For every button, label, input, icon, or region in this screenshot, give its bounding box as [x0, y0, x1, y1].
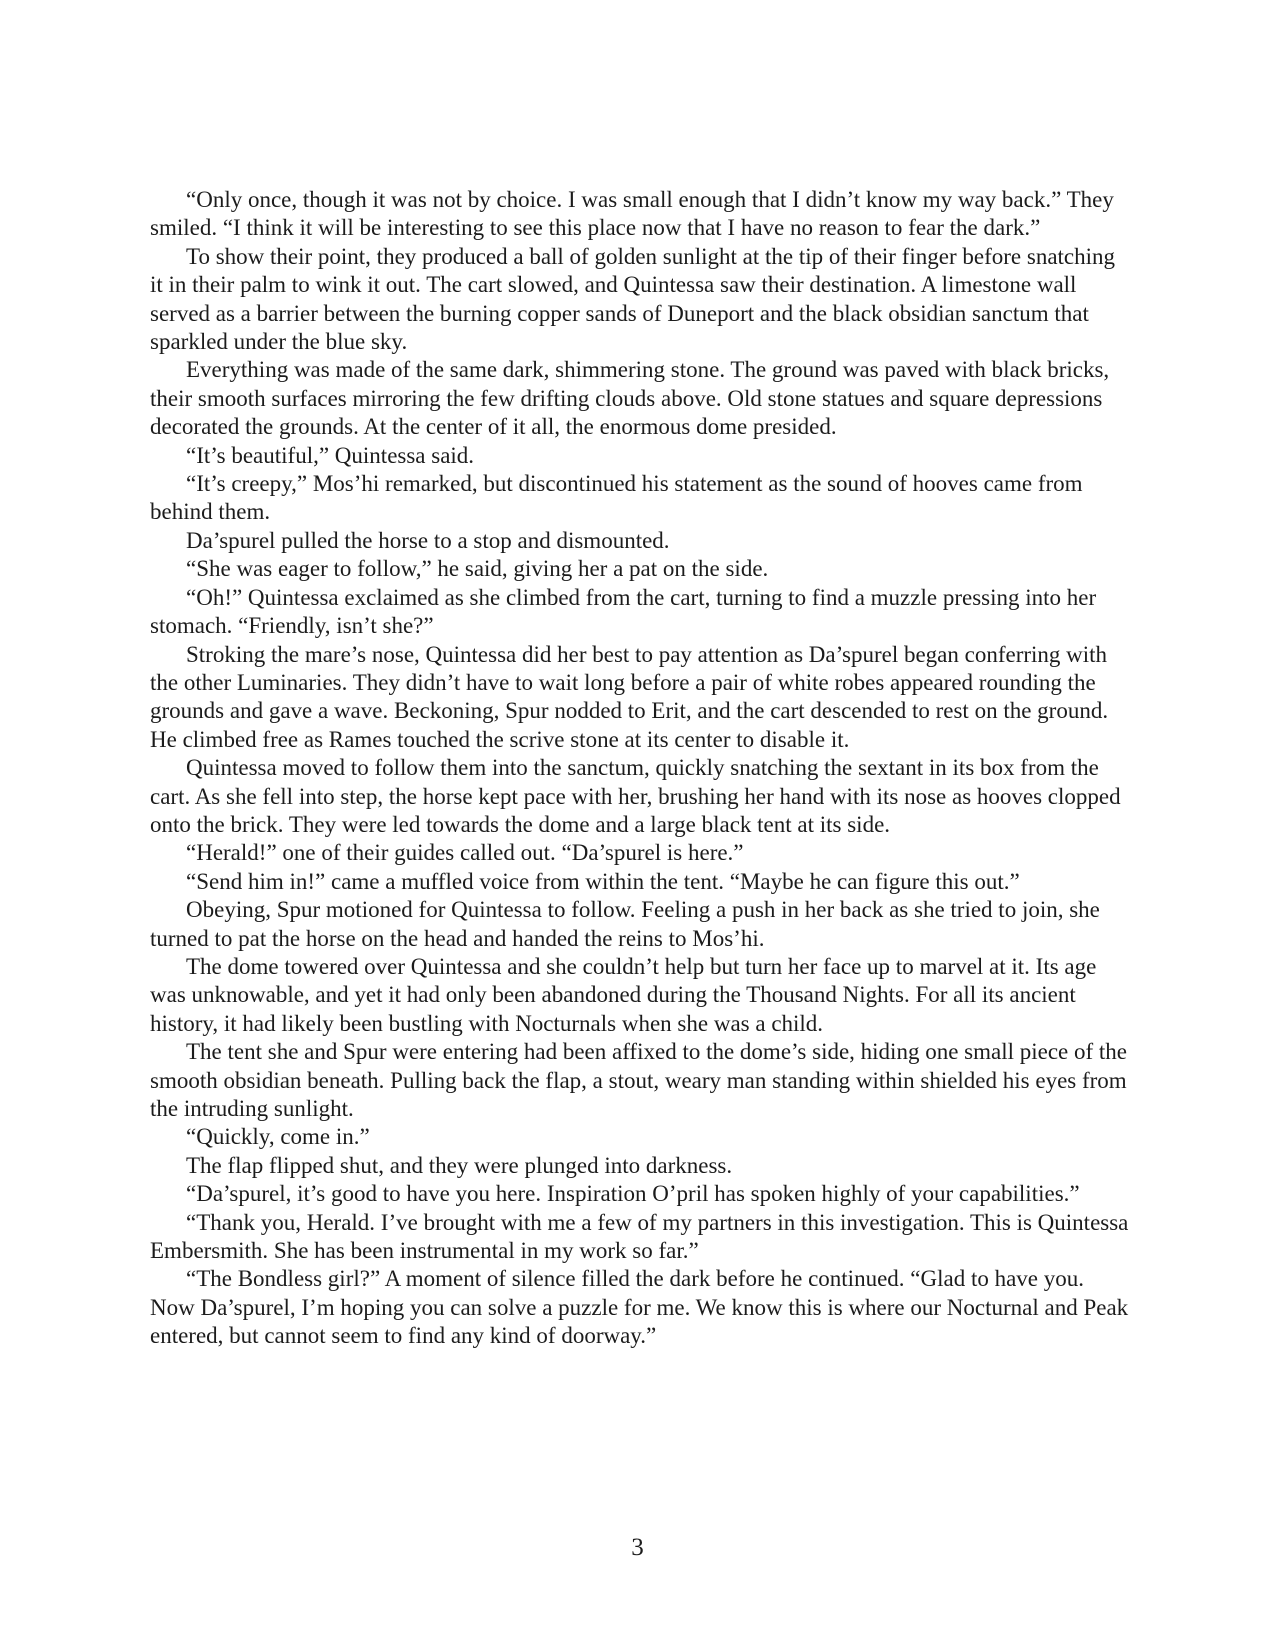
paragraph: The dome towered over Quintessa and she couldn’t help but turn her face up to marvel at it. Its age was unknowable, and yet it had only been abandoned during the Thousand Nights. For all its ancient history, it had likely been bustling with Nocturnals when she was a child.: [150, 953, 1097, 1036]
paragraph: “It’s creepy,” Mos’hi remarked, but discontinued his statement as the sound of hooves came from behind them.: [150, 471, 1083, 525]
paragraph: “She was eager to follow,” he said, giving her a pat on the side.: [186, 556, 769, 582]
paragraph: Quintessa moved to follow them into the sanctum, quickly snatching the sextant in its box from the cart. As she fell into step, the horse kept pace with her, brushing her hand with its nose as hooves clopped onto the brick. They were led towards the dome and a large black tent at its side.: [150, 755, 1121, 837]
paragraph: “Oh!” Quintessa exclaimed as she climbed from the cart, turning to find a muzzle pressing into her stomach. “Friendly, isn’t she?”: [150, 584, 1097, 639]
paragraph: “Send him in!” came a muffled voice from within the tent. “Maybe he can figure this out.”: [186, 868, 1020, 894]
paragraph: Stroking the mare’s nose, Quintessa did her best to pay attention as Da’spurel began conferring with the other Luminaries. They didn’t have to wait long before a pair of white robes appeared rounding the grounds and gave a wave. Beckoning, Spur nodded to Erit, and the cart descended to rest on the ground. He climbed free as Rames touched the scrive stone at its center to disable it.: [150, 641, 1109, 752]
paragraph: “It’s beautiful,” Quintessa said.: [186, 442, 475, 468]
paragraph: The tent she and Spur were entering had been affixed to the dome’s side, hiding one small piece of the smooth obsidian beneath. Pulling back the flap, a stout, weary man standing within shielded his eyes from the intruding sunlight.: [150, 1039, 1128, 1121]
paragraph: To show their point, they produced a ball of golden sunlight at the tip of their finger before snatching it in their palm to wink it out. The cart slowed, and Quintessa saw their destination. A limestone wall served as a barrier between the burning copper sands of Duneport and the black obsidian sanctum that sparkled under the blue sky.: [150, 243, 1116, 355]
paragraph: “Thank you, Herald. I’ve brought with me a few of my partners in this investigation. This is Quintessa Embersmith. She has been instrumental in my work so far.”: [150, 1209, 1129, 1264]
paragraph: Everything was made of the same dark, shimmering stone. The ground was paved with black bricks, their smooth surfaces mirroring the few drifting clouds above. Old stone statues and square depressions decorated the grounds. At the center of it all, the enormous dome presided.: [150, 357, 1110, 440]
paragraph: “Quickly, come in.”: [186, 1124, 370, 1150]
page-number: 3: [631, 1534, 644, 1561]
paragraph: Da’spurel pulled the horse to a stop and dismounted.: [186, 527, 670, 553]
body-text: [150, 186, 1130, 1351]
paragraph: “Herald!” one of their guides called out. “Da’spurel is here.”: [186, 840, 744, 866]
paragraph: The flap flipped shut, and they were plunged into darkness.: [186, 1152, 733, 1178]
paragraph: “Only once, though it was not by choice. I was small enough that I didn’t know my way back.” They smiled. “I think it will be interesting to see this place now that I have no reason to fear the dark.”: [150, 187, 1114, 241]
paragraph: Obeying, Spur motioned for Quintessa to follow. Feeling a push in her back as she tried to join, she turned to pat the horse on the head and handed the reins to Mos’hi.: [150, 897, 1100, 951]
paragraph: “Da’spurel, it’s good to have you here. Inspiration O’pril has spoken highly of your capabilities.”: [186, 1181, 1080, 1207]
paragraph: “The Bondless girl?” A moment of silence filled the dark before he continued. “Glad to have you. Now Da’spurel, I’m hoping you can solve a puzzle for me. We know this is where our Nocturnal and Peak entered, but cannot seem to find any kind of doorway.”: [150, 1266, 1129, 1349]
